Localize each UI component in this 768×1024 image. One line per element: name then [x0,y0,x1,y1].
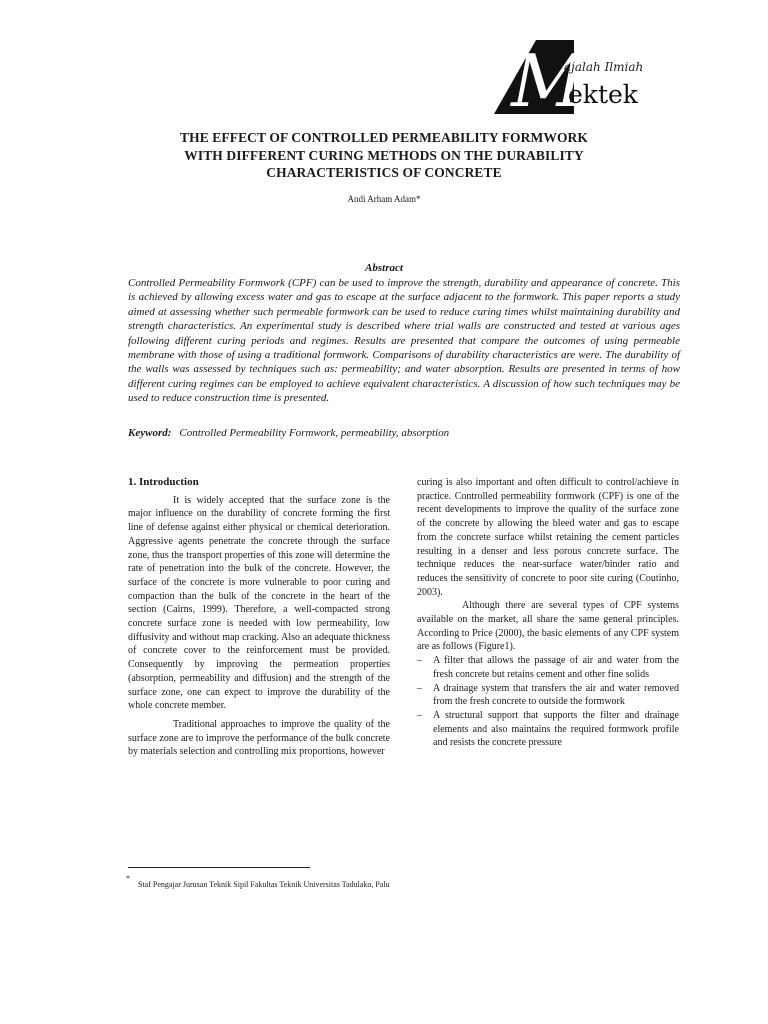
author-name: Andi Arham Adam* [347,194,421,204]
list-item [417,682,679,709]
paper-title [0,129,768,182]
svg-text:M: M [511,39,585,123]
body-paragraph: Traditional approaches to improve the quality of the surface zone are to improve the performance of the bulk concrete by materials selection and controlling mix proportions, however [128,718,390,758]
keyword-text: Controlled Permeability Formwork, permeability, absorption [179,427,450,439]
list-item-text: A drainage system that transfers the air and water removed from the fresh concrete to outside the formwork [433,682,679,708]
keyword-label: Keyword: [128,427,172,439]
list-item-text: A filter that allows the passage of air and water from the fresh concrete but retains cement and other fine solids [433,655,679,680]
paper-title-line: WITH DIFFERENT CURING METHODS ON THE DURABILITY [184,147,584,163]
paper-title-line: CHARACTERISTICS OF CONCRETE [266,165,502,180]
footnote-text: Staf Pengajar Jurusan Teknik Sipil Fakultas Teknik Universitas Tadulako, Palu [138,880,390,889]
list-item [417,709,679,750]
abstract-heading: Abstract [365,262,403,274]
body-paragraph: curing is also important and often difficult to control/achieve in practice. Controlled permeability formwork (CPF) is one of the recent developments to improve the quality of the surface zone of the concrete by allowing the bleed water and gas to escape from the concrete surface whilst retaining the cement particles resulting in a denser and less porous concrete surface. The technique reduces the near-surface water/binder ratio and reduces the sensitivity of concrete to poor site curing (Coutinho, 2003). [417,477,679,598]
abstract-text: Controlled Permeability Formwork (CPF) can be used to improve the strength, durability and appearance of concrete. This is achieved by allowing excess water and gas to escape at the surface adjacent to the formwork. This paper reports a study aimed at assessing whether such permeable formwork can be used to reduce curing times whilst maintaining durability and strength characteristics. An experimental study is described where trial walls are constructed and tested at various ages following different curing periods and regimes. Results are presented that compare the outcomes of using permeable membrane with those of using a traditional formwork. Comparisons of durability characteristics are were. The durability of the walls was assessed by techniques such as: permeability; and water absorption. Results are presented in terms of how different curing regimes can be employed to achieve equivalent characteristics. A discussion of how such techniques may be used to reduce construction time is presented. [128,277,680,405]
cpf-elements-list [417,654,679,750]
footnote [126,874,390,889]
column-left [128,476,390,759]
bullet-marker: – [417,709,422,721]
bullet-marker: – [417,682,422,694]
bullet-marker: – [417,655,422,667]
list-item [417,654,679,681]
column-right [417,476,679,750]
list-item-text: A structural support that supports the filter and drainage elements and also maintains the required formwork profile and resists the concrete pressure [433,709,679,749]
journal-logo [490,38,690,123]
footnote-divider [128,867,310,868]
journal-logo-bottom-text: ektek [568,80,638,109]
body-paragraph: It is widely accepted that the surface zone is the major influence on the durability of concrete forming the first line of defense against either physical or chemical deterioration. Aggressive agents penetrate the concrete through the surface zone, thus the transport properties of this zone will determine the rate of penetration into the bulk of the concrete. However, the surface of the concrete is more vulnerable to poor curing and compaction than the bulk of the concrete in the heart of the section (Cairns, 1999). Therefore, a well-compacted strong concrete surface zone is needed with low permeability, low diffusivity and without map cracking. Also an adequate thickness of concrete cover to the reinforcement must be provided. Consequently by improving the permeation properties (absorption, permeability and diffusion) and the strength of the surface zone, one can expect to improve the durability of the whole concrete member. [128,494,390,712]
body-paragraph: Although there are several types of CPF systems available on the market, all share the same general principles. According to Price (2000), the basic elements of any CPF system are as follows (Figure1). [417,600,679,653]
paper-title-line: THE EFFECT OF CONTROLLED PERMEABILITY FORMWORK [179,130,588,145]
journal-logo-top-text: ajalah Ilmiah [564,60,644,74]
section-heading-introduction: 1. Introduction [128,476,199,488]
keywords [128,427,688,439]
footnote-marker: * [126,874,130,883]
journal-logo-m-icon [490,38,585,123]
